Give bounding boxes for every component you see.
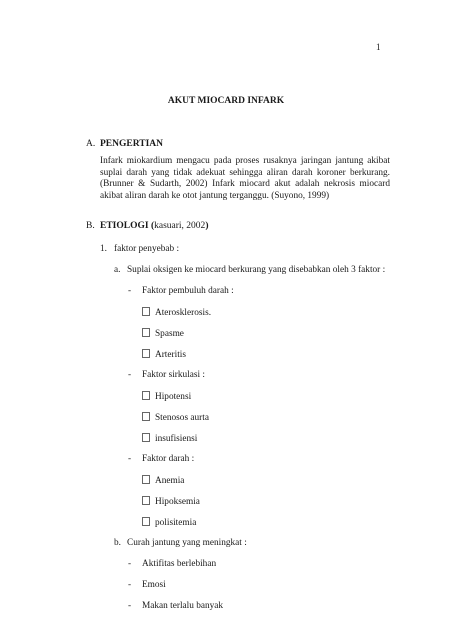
bullet-item: Hipoksemia [142,496,200,507]
list-item-1-text: faktor penyebab : [114,244,180,254]
dash-item-text: Emosi [142,580,166,590]
bullet-item: Anemia [142,475,184,486]
page-number: 1 [376,42,381,52]
square-bullet-icon [142,496,150,505]
list-letter-a: a. [114,265,121,275]
group-label: Faktor darah : [142,454,195,464]
section-b-heading-close: ) [205,221,209,231]
bullet-item: Aterosklerosis. [142,307,211,318]
bullet-item: polisitemia [142,517,196,528]
section-a-heading: PENGERTIAN [100,139,164,149]
list-number-1: 1. [100,244,107,254]
section-b-heading [100,221,208,231]
dash-marker: - [128,559,132,569]
bullet-item: Spasme [142,328,184,339]
list-item-a-text: Suplai oksigen ke miocard berkurang yang disebabkan oleh 3 faktor : [127,265,386,275]
bullet-item: Hipotensi [142,391,191,402]
dash-item-text: Aktifitas berlebihan [142,559,217,569]
paragraph-line: (Brunner & Sudarth, 2002) Infark miocard akut adalah nekrosis miocard [100,179,390,189]
dash-marker: - [128,580,132,590]
group-label: Faktor sirkulasi : [142,370,206,380]
section-b-heading-label: ETIOLOGI ( [100,221,155,231]
square-bullet-icon [142,517,150,526]
section-b-heading-source: kasuari, 2002 [154,221,206,231]
list-item-b-text: Curah jantung yang meningkat : [127,538,247,548]
dash-marker: - [128,370,132,380]
dash-marker: - [128,601,132,611]
section-a-letter: A. [86,139,96,149]
square-bullet-icon [142,307,150,316]
dash-marker: - [128,454,132,464]
dash-item-text: Makan terlalu banyak [142,601,224,611]
square-bullet-icon [142,328,150,337]
bullet-item: Stenosos aurta [142,412,209,423]
section-b-letter: B. [86,221,95,231]
list-letter-b: b. [114,538,121,548]
square-bullet-icon [142,391,150,400]
square-bullet-icon [142,433,150,442]
square-bullet-icon [142,475,150,484]
paragraph-line: akibat aliran darah ke otot jantung terganggu. (Suyono, 1999) [100,190,330,201]
document-title: AKUT MIOCARD INFARK [167,96,285,106]
section-a-paragraph [100,156,390,202]
dash-marker: - [128,286,132,296]
square-bullet-icon [142,412,150,421]
bullet-item: Arteritis [142,349,186,360]
bullet-item: insufisiensi [142,433,197,444]
paragraph-line: suplai darah yang tidak adekuat sehingga aliran darah koroner berkurang. [100,167,390,178]
group-label: Faktor pembuluh darah : [142,286,234,296]
square-bullet-icon [142,349,150,358]
paragraph-line: Infark miokardium mengacu pada proses rusaknya jaringan jantung akibat [100,156,390,166]
